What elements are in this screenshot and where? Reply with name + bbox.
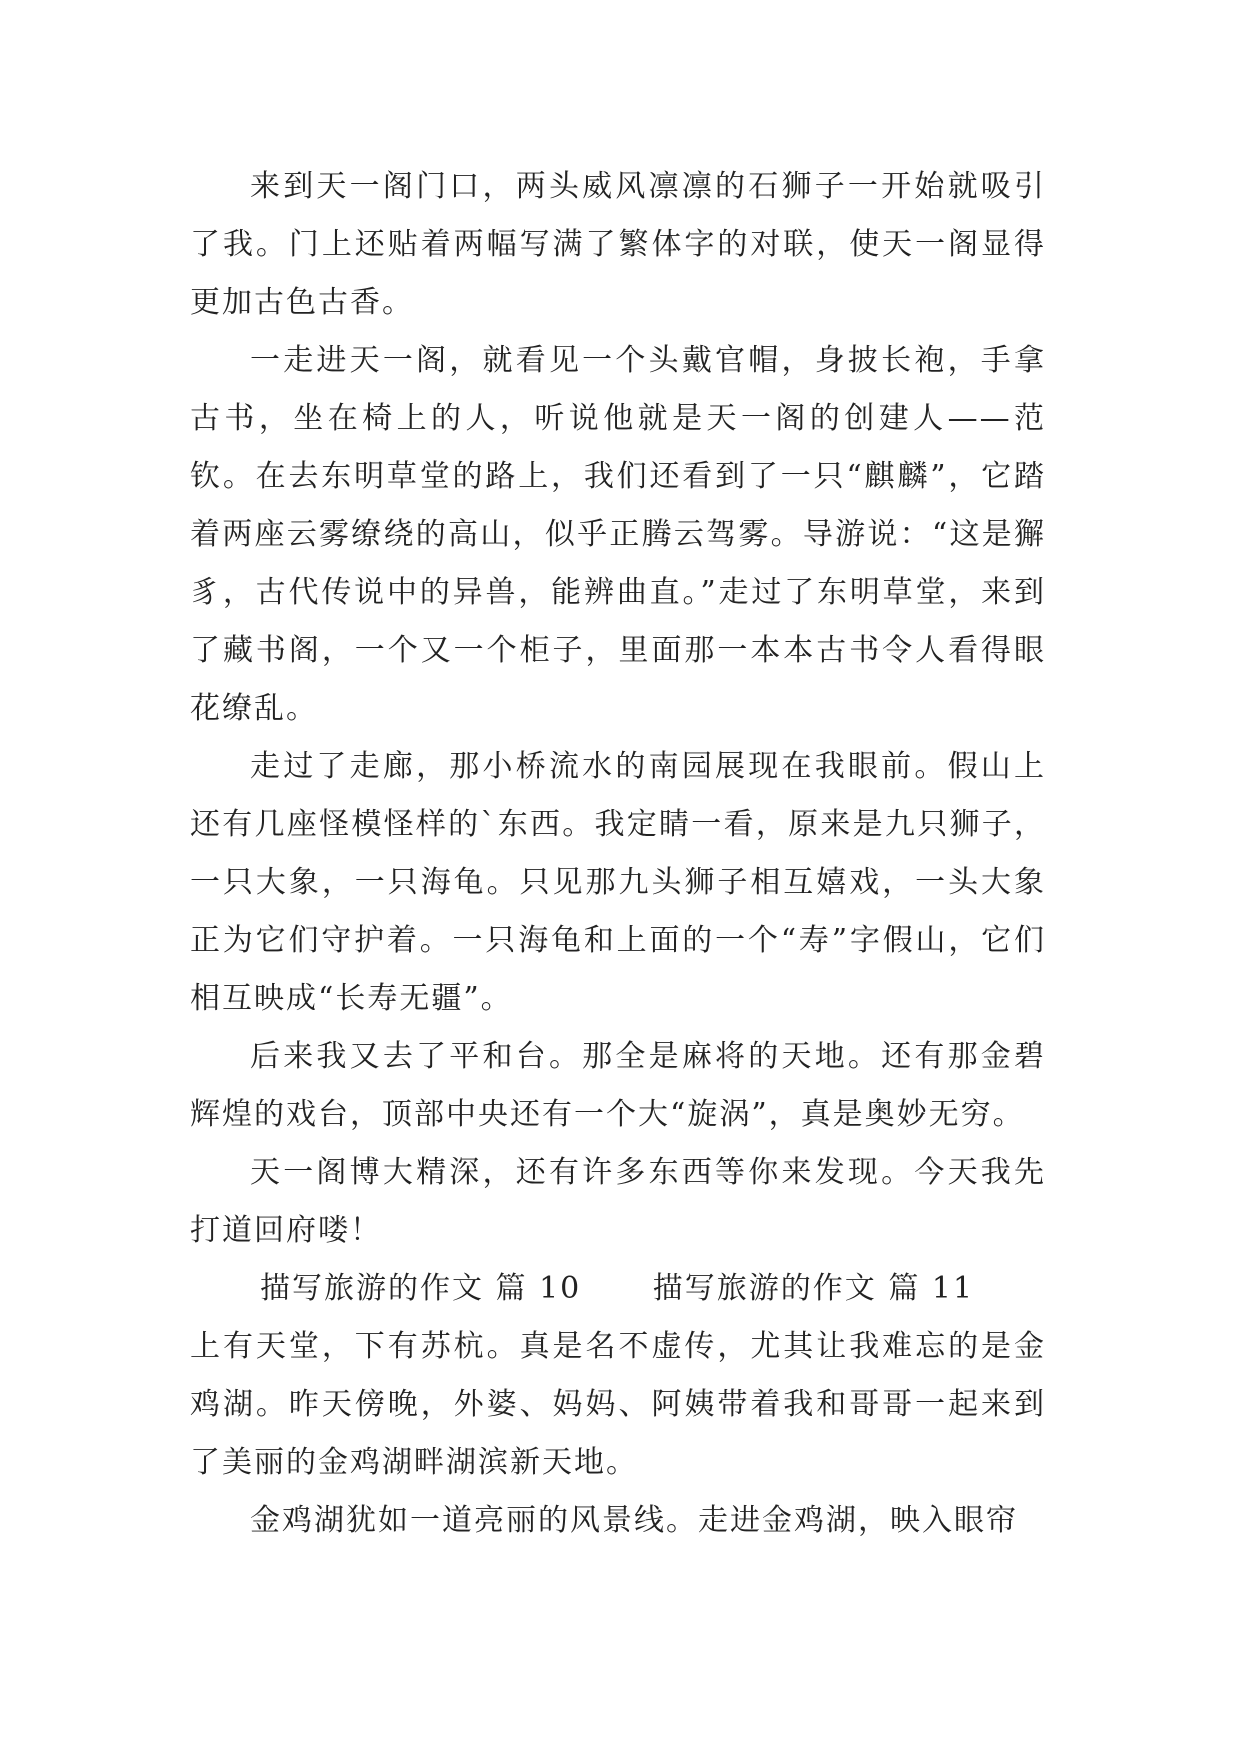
paragraph-1: 来到天一阁门口，两头威风凛凛的石狮子一开始就吸引了我。门上还贴着两幅写满了繁体字的对联，使天一阁显得更加古色古香。 xyxy=(190,169,1046,320)
article-body xyxy=(190,158,1046,1550)
section-heading-10: 描写旅游的作文 篇 10 xyxy=(260,1271,582,1306)
paragraph-4: 后来我又去了平和台。那全是麻将的天地。还有那金碧辉煌的戏台，顶部中央还有一个大“旋涡”，真是奥妙无穷。 xyxy=(190,1039,1046,1132)
paragraph-7: 金鸡湖犹如一道亮丽的风景线。走进金鸡湖，映入眼帘 xyxy=(250,1503,1018,1538)
section-heading-11: 描写旅游的作文 篇 11 xyxy=(652,1271,975,1306)
paragraph-3: 走过了走廊，那小桥流水的南园展现在我眼前。假山上还有几座怪模怪样的`东西。我定睛一看，原来是九只狮子，一只大象，一只海龟。只见那九头狮子相互嬉戏，一头大象正为它们守护着。一只海龟和上面的一个“寿”字假山，它们相互映成“长寿无疆”。 xyxy=(190,749,1046,1016)
paragraph-2: 一走进天一阁，就看见一个头戴官帽，身披长袍，手拿古书，坐在椅上的人，听说他就是天一阁的创建人——范钦。在去东明草堂的路上，我们还看到了一只“麒麟”，它踏着两座云雾缭绕的高山，似乎正腾云驾雾。导游说：“这是獬豸，古代传说中的异兽，能辨曲直。”走过了东明草堂，来到了藏书阁，一个又一个柜子，里面那一本本古书令人看得眼花缭乱。 xyxy=(190,343,1046,726)
paragraph-5: 天一阁博大精深，还有许多东西等你来发现。今天我先打道回府喽！ xyxy=(190,1155,1046,1248)
paragraph-6: 上有天堂，下有苏杭。真是名不虚传，尤其让我难忘的是金鸡湖。昨天傍晚，外婆、妈妈、阿姨带着我和哥哥一起来到了美丽的金鸡湖畔湖滨新天地。 xyxy=(190,1329,1046,1480)
section-headings xyxy=(190,1260,1046,1318)
